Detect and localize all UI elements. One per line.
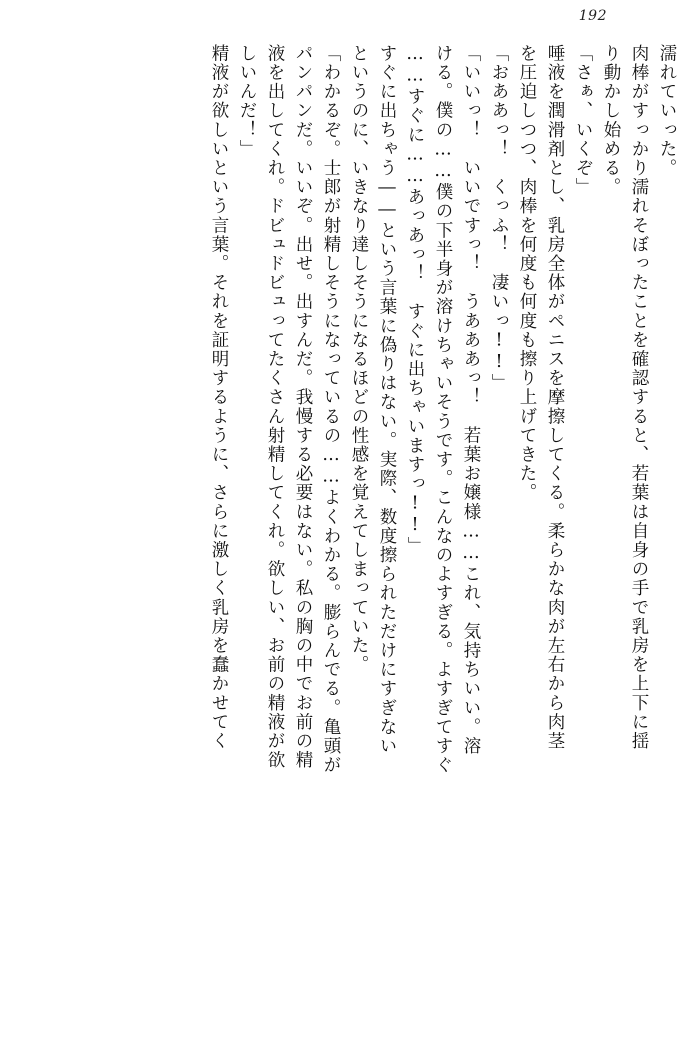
text-column: パンパンだ。いいぞ。出せ。出すんだ。我慢する必要はない。私の胸の中でお前の精 <box>293 44 313 770</box>
text-column: しいんだ！」 <box>237 44 257 159</box>
vertical-text-body <box>20 44 675 1036</box>
page-number: 192 <box>578 8 607 24</box>
text-column: り動かし始める。 <box>601 44 621 197</box>
text-column: 「いいっ！ いいですっ！ うあああっ！ 若葉お嬢様……これ、気持ちいい。溶 <box>461 44 481 756</box>
text-column: というのに、いきなり達しそうになるほどの性感を覚えてしまっていた。 <box>349 44 369 675</box>
text-column: 液を出してくれ。ドビュドビュってたくさん射精してくれ。欲しい、お前の精液が欲 <box>265 44 285 770</box>
text-column: 肉棒がすっかり濡れそぼったことを確認すると、若葉は自身の手で乳房を上下に揺 <box>629 44 649 751</box>
text-column: 「さぁ、いくぞ」 <box>573 44 593 197</box>
text-column: すぐに出ちゃう――という言葉に偽りはない。実際、数度擦られただけにすぎない <box>377 44 397 756</box>
text-column: 唾液を潤滑剤とし、乳房全体がペニスを摩擦してくる。柔らかな肉が左右から肉茎 <box>545 44 565 751</box>
text-column: ……すぐに……あっあっ！ すぐに出ちゃいますっ!!」 <box>405 44 425 556</box>
text-column: 「わかるぞ。士郎が射精しそうになっているの……よくわかる。膨らんでる。亀頭が <box>321 44 341 775</box>
text-column: ける。僕の……僕の下半身が溶けちゃいそうです。こんなのよすぎる。よすぎてすぐ <box>433 44 453 775</box>
text-column: 濡れていった。 <box>657 44 677 178</box>
text-column: 精液が欲しいという言葉。それを証明するように、さらに激しく乳房を蠢かせてく <box>209 44 229 751</box>
text-column: 「おああっ！ くっふ！ 凄いっ!!」 <box>489 44 509 393</box>
text-column: を圧迫しつつ、肉棒を何度も何度も擦り上げてきた。 <box>517 44 537 503</box>
